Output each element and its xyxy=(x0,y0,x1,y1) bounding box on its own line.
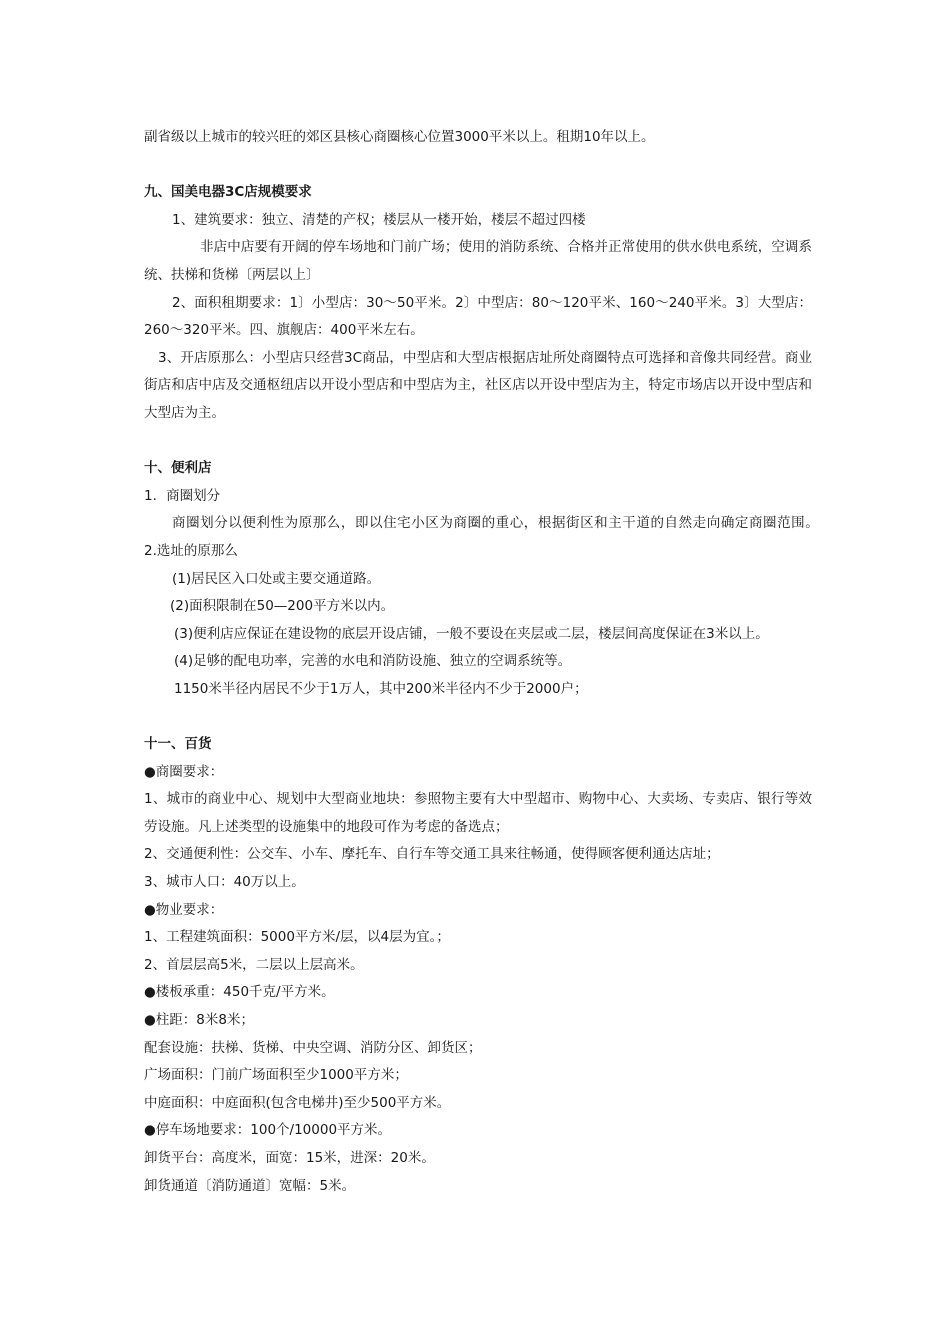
section-10-item-3: (3)便利店应保证在建设物的底层开设店铺，一般不要设在夹层或二层，楼层间高度保证在3米以上。 xyxy=(174,625,769,642)
section-11-property-7: 中庭面积：中庭面积(包含电梯井)至少500平方米。 xyxy=(144,1094,451,1111)
spacer xyxy=(144,152,812,180)
section-10-item-5: 1150米半径内居民不少于1万人，其中200米半径内不少于2000户； xyxy=(174,680,588,697)
intro-line: 副省级以上城市的较兴旺的郊区县核心商圈核心位置3000平米以上。租期10年以上。 xyxy=(144,129,655,145)
spacer xyxy=(144,703,812,731)
section-11-property-3: ●楼板承重：450千克/平方米。 xyxy=(144,984,335,1001)
section-11-area-1: 1、城市的商业中心、规划中大型商业地块：参照物主要有大中型超市、购物中心、大卖场、专卖店、银行等效劳设施。凡上述类型的设施集中的地段可作为考虑的备选点； xyxy=(144,791,812,835)
section-11-area-bullet: ●商圈要求： xyxy=(144,763,224,780)
document-page xyxy=(144,124,839,1200)
section-9-item-3: 3、开店原那么：小型店只经营3C商品，中型店和大型店根据店址所处商圈特点可选择和音像共同经营。商业街店和店中店及交通枢纽店以开设小型店和中型店为主，社区店以开设中型店为主，特定市场店以开设中型店和大型店为主。 xyxy=(144,349,812,421)
section-10-heading: 十、便利店 xyxy=(144,460,212,477)
section-11-property-10: 卸货通道〔消防通道〕宽幅：5米。 xyxy=(144,1177,356,1194)
section-11-property-4: ●柱距：8米8米； xyxy=(144,1012,254,1028)
spacer xyxy=(144,428,812,456)
section-11-property-6: 广场面积：门前广场面积至少1000平方米； xyxy=(144,1067,408,1084)
section-9-item-2: 2、面积租期要求：1〕小型店：30～50平米。2〕中型店：80～120平米、160～240平米。3〕大型店：260～320平米。四、旗舰店：400平米左右。 xyxy=(144,294,812,339)
section-11-property-8: ●停车场地要求：100个/10000平方米。 xyxy=(144,1122,392,1139)
section-10-item-1: (1)居民区入口处或主要交通道路。 xyxy=(172,570,381,587)
section-10-sub-1: 1．商圈划分 xyxy=(144,487,221,504)
section-11-property-1: 1、工程建筑面积：5000平方米/层，以4层为宜。； xyxy=(144,929,450,946)
section-11-area-3: 3、城市人口：40万以上。 xyxy=(144,874,305,891)
section-9-heading: 九、国美电器3C店规模要求 xyxy=(144,184,312,201)
section-10-item-4: (4)足够的配电功率，完善的水电和消防设施、独立的空调系统等。 xyxy=(174,653,572,670)
section-11-property-2: 2、首层层高5米，二层以上层高米。 xyxy=(144,956,364,973)
section-9-item-1: 1、建筑要求：独立、清楚的产权；楼层从一楼开始，楼层不超过四楼 xyxy=(172,211,586,228)
section-11-property-5: 配套设施：扶梯、货梯、中央空调、消防分区、卸货区； xyxy=(144,1039,482,1056)
section-10-paragraph: 商圈划分以便利性为原那么，即以住宅小区为商圈的重心，根据街区和主干道的自然走向确定商圈范围。 2.选址的原那么 xyxy=(144,515,839,559)
section-10-item-2: (2)面积限制在50—200平方米以内。 xyxy=(170,598,395,615)
section-9-item-1-detail: 非店中店要有开阔的停车场地和门前广场；使用的消防系统、合格并正常使用的供水供电系统，空调系统、扶梯和货梯〔两层以上〕 xyxy=(144,239,812,283)
section-11-area-2: 2、交通便利性：公交车、小车、摩托车、自行车等交通工具来往畅通，使得顾客便利通达店址； xyxy=(144,846,720,863)
section-11-heading: 十一、百货 xyxy=(144,736,212,753)
section-11-property-bullet: ●物业要求： xyxy=(144,901,224,918)
section-11-property-9: 卸货平台：高度米，面宽：15米，进深：20米。 xyxy=(144,1149,435,1166)
